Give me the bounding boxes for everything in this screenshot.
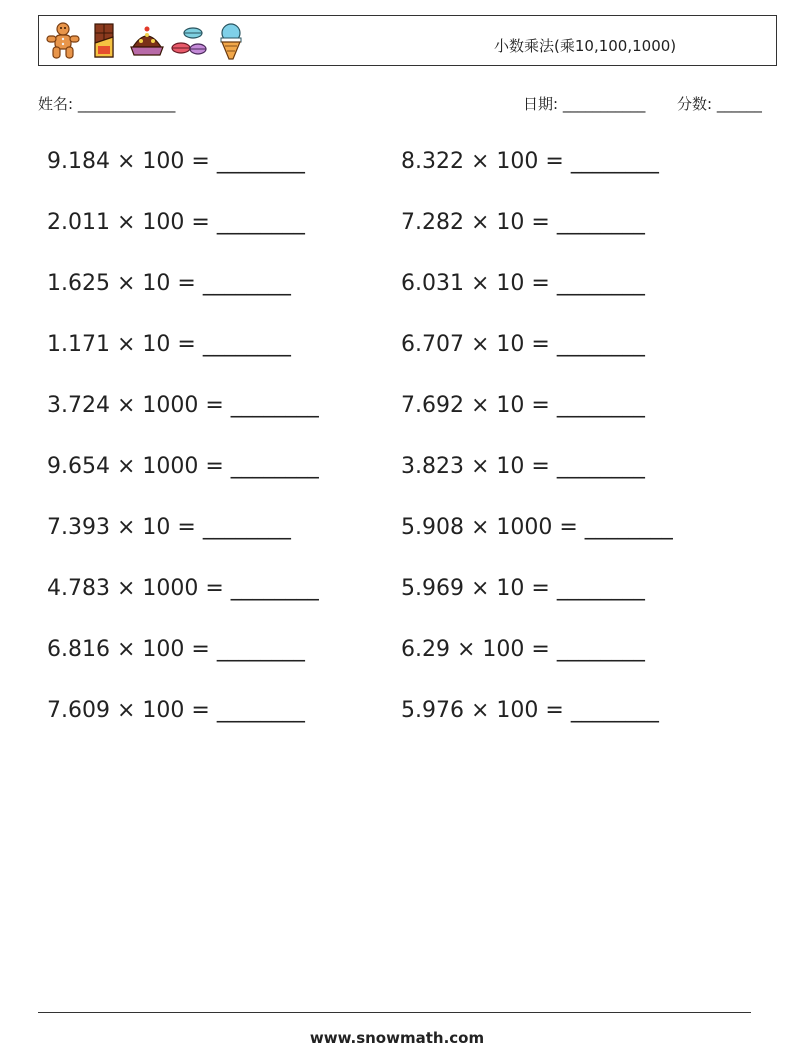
problem-7: 1.171 × 10 = ________ [47, 332, 291, 357]
problem-13: 7.393 × 10 = ________ [47, 515, 291, 540]
chocolate-bar-icon [87, 21, 123, 61]
problem-9: 3.724 × 1000 = ________ [47, 393, 319, 418]
problem-15: 4.783 × 1000 = ________ [47, 576, 319, 601]
header-box [38, 15, 777, 66]
icon-strip [45, 21, 249, 61]
problem-2: 8.322 × 100 = ________ [401, 149, 659, 174]
problem-19: 7.609 × 100 = ________ [47, 698, 305, 723]
problem-5: 1.625 × 10 = ________ [47, 271, 291, 296]
cake-icon [129, 21, 165, 61]
problem-14: 5.908 × 1000 = ________ [401, 515, 673, 540]
footer-divider [38, 1012, 751, 1013]
gingerbread-man-icon [45, 21, 81, 61]
date-field: 日期: ___________ [523, 95, 646, 113]
score-field: 分数: ______ [677, 95, 762, 113]
problem-18: 6.29 × 100 = ________ [401, 637, 645, 662]
problem-20: 5.976 × 100 = ________ [401, 698, 659, 723]
problem-6: 6.031 × 10 = ________ [401, 271, 645, 296]
problem-10: 7.692 × 10 = ________ [401, 393, 645, 418]
problem-1: 9.184 × 100 = ________ [47, 149, 305, 174]
ice-cream-icon [213, 21, 249, 61]
problem-11: 9.654 × 1000 = ________ [47, 454, 319, 479]
worksheet-title: 小数乘法(乘10,100,1000) [494, 37, 677, 55]
problem-8: 6.707 × 10 = ________ [401, 332, 645, 357]
footer-website: www.snowmath.com [309, 1029, 485, 1047]
problem-12: 3.823 × 10 = ________ [401, 454, 645, 479]
name-field: 姓名: _____________ [38, 95, 176, 113]
macarons-icon [171, 21, 207, 61]
problem-16: 5.969 × 10 = ________ [401, 576, 645, 601]
problem-3: 2.011 × 100 = ________ [47, 210, 305, 235]
problem-17: 6.816 × 100 = ________ [47, 637, 305, 662]
problem-4: 7.282 × 10 = ________ [401, 210, 645, 235]
